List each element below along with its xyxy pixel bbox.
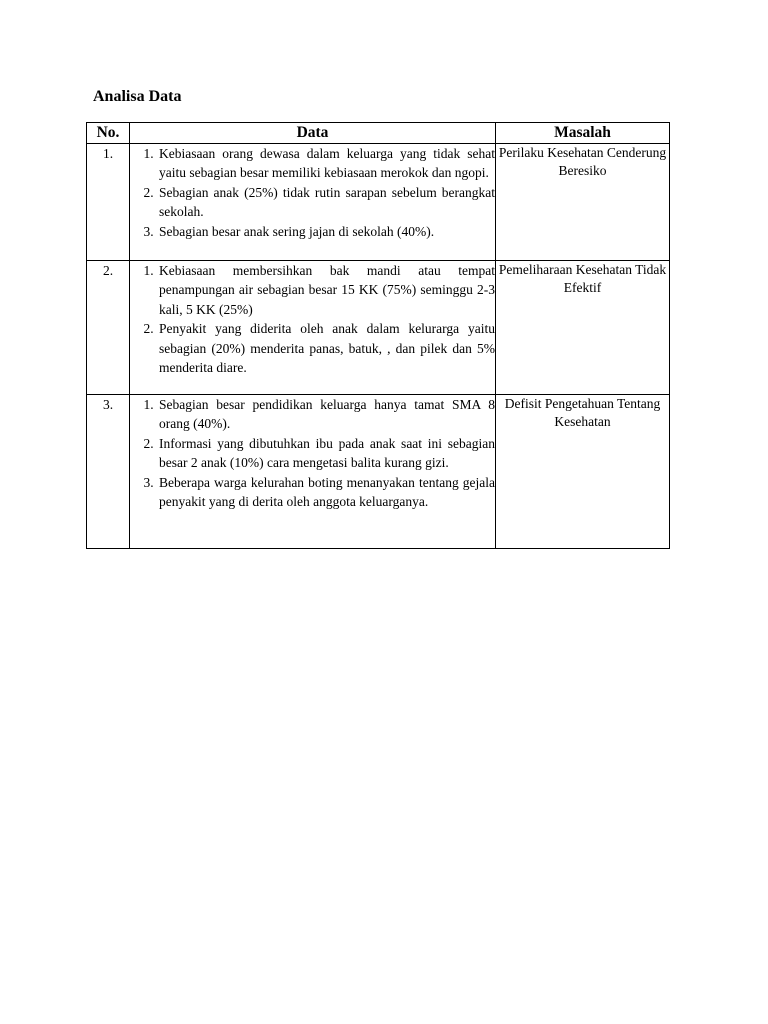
header-no: No. [87,123,130,144]
list-item: 2. Sebagian anak (25%) tidak rutin sarapan sebelum berangkat sekolah. [157,183,495,222]
header-row [87,123,670,144]
data-list [130,144,495,241]
masalah-cell: Defisit Pengetahuan Tentang Kesehatan [496,395,670,549]
header-masalah: Masalah [496,123,670,144]
analysis-table [86,122,670,549]
row-number: 2. [87,261,130,395]
table-row [87,144,670,261]
row-number: 3. [87,395,130,549]
page-title: Analisa Data [93,88,182,105]
list-item: 2. Informasi yang dibutuhkan ibu pada anak saat ini sebagian besar 2 anak (10%) cara mengetasi balita kurang gizi. [157,434,495,473]
list-item: 3. Sebagian besar anak sering jajan di sekolah (40%). [157,222,495,241]
data-cell [130,144,496,261]
data-cell [130,261,496,395]
table-row [87,261,670,395]
list-item: 1. Kebiasaan orang dewasa dalam keluarga yang tidak sehat yaitu sebagian besar memiliki kebiasaan merokok dan ngopi. [157,144,495,183]
data-list [130,395,495,511]
list-item: 3. Beberapa warga kelurahan boting menanyakan tentang gejala penyakit yang di derita oleh anggota keluarganya. [157,473,495,512]
header-data: Data [130,123,496,144]
table-row [87,395,670,549]
list-item: 2. Penyakit yang diderita oleh anak dalam kelurarga yaitu sebagian (20%) menderita panas, batuk, , dan pilek dan 5% menderita diare. [157,319,495,377]
masalah-cell: Perilaku Kesehatan Cenderung Beresiko [496,144,670,261]
data-list [130,261,495,377]
masalah-cell: Pemeliharaan Kesehatan Tidak Efektif [496,261,670,395]
list-item: 1. Sebagian besar pendidikan keluarga hanya tamat SMA 8 orang (40%). [157,395,495,434]
data-cell [130,395,496,549]
list-item: 1. Kebiasaan membersihkan bak mandi atau tempat penampungan air sebagian besar 15 KK (75%) seminggu 2-3 kali, 5 KK (25%) [157,261,495,319]
row-number: 1. [87,144,130,261]
